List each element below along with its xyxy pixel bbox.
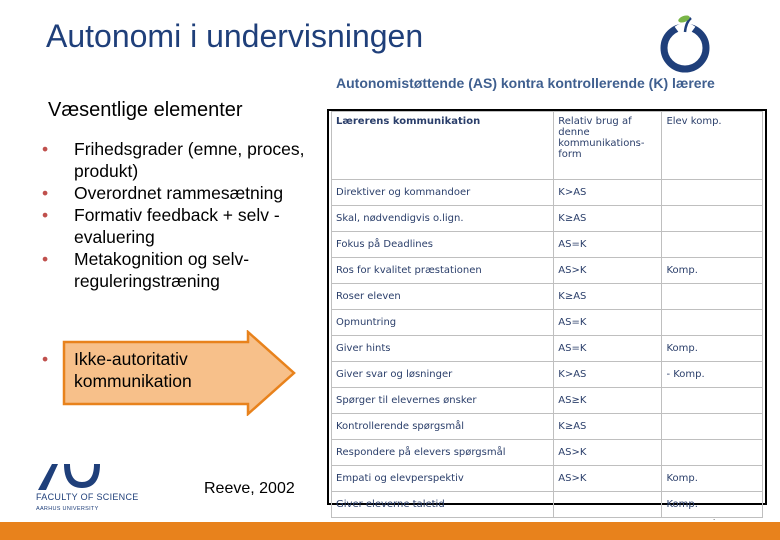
table-row <box>332 440 763 466</box>
highlight-bullet-dot: • <box>42 349 49 369</box>
cell-relative-use: K≥AS <box>554 284 662 310</box>
cell-relative-use: AS=K <box>554 232 662 258</box>
bottom-accent-bar <box>0 522 780 540</box>
header-student-competence: Elev komp. <box>662 112 763 180</box>
cell-student-competence: Komp. <box>662 466 763 492</box>
cell-student-competence <box>662 440 763 466</box>
cell-student-competence <box>662 284 763 310</box>
cell-communication: Ros for kvalitet præstationen <box>332 258 554 284</box>
cell-communication: Giver eleverne taletid <box>332 492 554 518</box>
cell-relative-use: AS>K <box>554 466 662 492</box>
table-row <box>332 362 763 388</box>
table-row <box>332 414 763 440</box>
cell-student-competence <box>662 310 763 336</box>
cell-relative-use: K≥AS <box>554 206 662 232</box>
cell-relative-use: K>AS <box>554 180 662 206</box>
bullet-item <box>42 182 312 204</box>
bullet-dot: • <box>42 183 49 203</box>
page-mark: . <box>713 513 716 522</box>
table-row <box>332 284 763 310</box>
bullet-dot: • <box>42 249 49 269</box>
cell-relative-use: AS>K <box>554 440 662 466</box>
bullet-item <box>42 204 312 248</box>
table-row <box>332 258 763 284</box>
bullet-dot: • <box>42 139 49 159</box>
table-header-row <box>332 112 763 180</box>
cell-relative-use: AS≥K <box>554 388 662 414</box>
cell-communication: Empati og elevperspektiv <box>332 466 554 492</box>
cell-communication: Spørger til elevernes ønsker <box>332 388 554 414</box>
highlight-bullet-text: Ikke-autoritativ kommunikation <box>74 349 192 391</box>
cell-relative-use: K≥AS <box>554 414 662 440</box>
bullet-text: Overordnet rammesætning <box>74 183 284 203</box>
cell-relative-use <box>554 492 662 518</box>
table-row <box>332 180 763 206</box>
bullet-text: Frihedsgrader (emne, proces, produkt) <box>74 139 305 181</box>
cell-student-competence <box>662 180 763 206</box>
faculty-name: FACULTY OF SCIENCE <box>36 492 139 502</box>
cell-communication: Kontrollerende spørgsmål <box>332 414 554 440</box>
cell-communication: Giver hints <box>332 336 554 362</box>
bullet-dot: • <box>42 205 49 225</box>
cell-relative-use: AS>K <box>554 258 662 284</box>
comparison-table <box>331 111 763 518</box>
cell-communication: Respondere på elevers spørgsmål <box>332 440 554 466</box>
cell-communication: Opmuntring <box>332 310 554 336</box>
table-row <box>332 466 763 492</box>
cell-student-competence: Komp. <box>662 492 763 518</box>
cell-relative-use: K>AS <box>554 362 662 388</box>
table-row <box>332 388 763 414</box>
header-relative-use: Relativ brug af denne kommunikations-form <box>554 112 662 180</box>
table-row <box>332 206 763 232</box>
table-row <box>332 310 763 336</box>
cell-communication: Skal, nødvendigvis o.lign. <box>332 206 554 232</box>
cell-relative-use: AS=K <box>554 310 662 336</box>
cell-student-competence <box>662 206 763 232</box>
cell-communication: Fokus på Deadlines <box>332 232 554 258</box>
university-name: AARHUS UNIVERSITY <box>36 506 99 512</box>
cell-student-competence <box>662 388 763 414</box>
bullet-item <box>42 248 312 292</box>
slide-title: Autonomi i undervisningen <box>46 18 424 54</box>
cell-student-competence <box>662 232 763 258</box>
citation: Reeve, 2002 <box>204 480 295 497</box>
cell-student-competence: Komp. <box>662 336 763 362</box>
cell-communication: Direktiver og kommandoer <box>332 180 554 206</box>
table-body <box>332 180 763 518</box>
cell-communication: Giver svar og løsninger <box>332 362 554 388</box>
table-row <box>332 232 763 258</box>
cell-relative-use: AS=K <box>554 336 662 362</box>
section-subtitle: Væsentlige elementer <box>48 99 243 121</box>
bullet-text: Formativ feedback + selv -evaluering <box>74 205 280 247</box>
header-communication: Lærerens kommunikation <box>332 112 554 180</box>
cell-student-competence: Komp. <box>662 258 763 284</box>
bullet-item <box>42 138 312 182</box>
cell-student-competence <box>662 414 763 440</box>
table-row <box>332 492 763 518</box>
bullet-text: Metakognition og selv-reguleringstræning <box>74 249 250 291</box>
cell-communication: Roser eleven <box>332 284 554 310</box>
apple-logo-icon <box>655 14 715 74</box>
table-row <box>332 336 763 362</box>
table-title: Autonomistøttende (AS) kontra kontrollerende (K) lærere <box>336 75 715 91</box>
bullet-list <box>42 138 312 292</box>
cell-student-competence: - Komp. <box>662 362 763 388</box>
